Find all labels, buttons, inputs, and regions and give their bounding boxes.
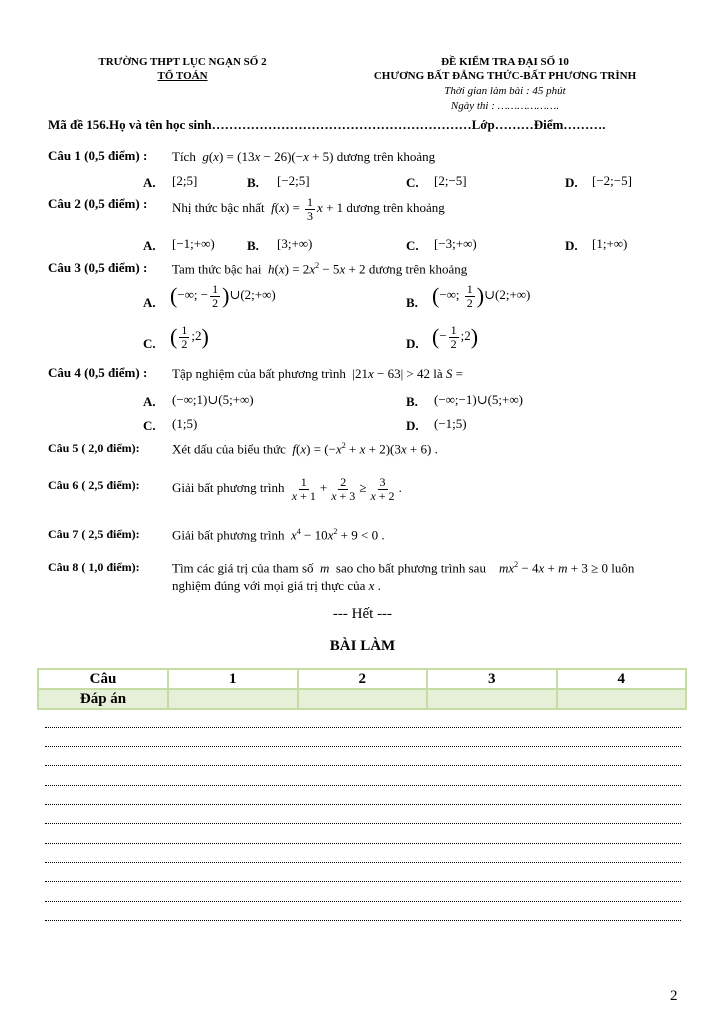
writing-line bbox=[45, 764, 681, 766]
writing-line bbox=[45, 745, 681, 747]
question-5-label: Câu 5 ( 2,0 điểm): bbox=[48, 441, 140, 455]
q2-option-b: [3;+∞) bbox=[277, 236, 313, 251]
answer-row-label: Đáp án bbox=[38, 689, 168, 709]
work-title: BÀI LÀM bbox=[329, 638, 396, 654]
q4-option-d-label: D. bbox=[406, 418, 419, 433]
question-1-label: Câu 1 (0,5 điểm) : bbox=[48, 148, 148, 163]
q2-option-d-label: D. bbox=[565, 238, 578, 253]
q4-option-c-label: C. bbox=[143, 418, 156, 433]
writing-line bbox=[45, 822, 681, 824]
writing-line bbox=[45, 861, 681, 863]
q1-option-a: [2;5] bbox=[172, 173, 198, 188]
exam-title: ĐỀ KIỂM TRA ĐẠI SỐ 10 bbox=[441, 56, 569, 68]
student-info-line: Mã đề 156.Họ và tên học sinh……………………………………………………Lớp………Điểm………. bbox=[48, 117, 606, 132]
question-7-text: Giải bất phương trình $x^4 - 10x^2 + 9 < 0$ . bbox=[172, 527, 385, 543]
table-header-cell: 2 bbox=[298, 669, 428, 689]
q1-option-a-label: A. bbox=[143, 175, 156, 190]
end-mark: --- Hết --- bbox=[332, 606, 393, 622]
writing-line bbox=[45, 726, 681, 728]
question-8-label: Câu 8 ( 1,0 điểm): bbox=[48, 560, 140, 574]
exam-time: Thời gian làm bài : 45 phút bbox=[444, 85, 566, 97]
exam-date: Ngày thi : ………………. bbox=[450, 100, 560, 112]
table-header-cell: 4 bbox=[557, 669, 687, 689]
question-3-label: Câu 3 (0,5 điểm) : bbox=[48, 260, 148, 275]
q1-option-c: [2;−5] bbox=[434, 173, 467, 188]
question-7-label: Câu 7 ( 2,5 điểm): bbox=[48, 527, 140, 541]
q2-option-a: [−1;+∞) bbox=[172, 236, 215, 251]
q1-option-d-label: D. bbox=[565, 175, 578, 190]
answer-cell[interactable] bbox=[298, 689, 428, 709]
answer-cell[interactable] bbox=[168, 689, 298, 709]
q3-option-b: (−∞; $\frac{1}{2}$ )∪(2;+∞) bbox=[432, 282, 531, 310]
q1-option-b: [−2;5] bbox=[277, 173, 310, 188]
q2-option-d: [1;+∞) bbox=[592, 236, 628, 251]
q2-option-c: [−3;+∞) bbox=[434, 236, 477, 251]
q1-option-d: [−2;−5] bbox=[592, 173, 632, 188]
question-2-text: Nhị thức bậc nhất f(x) = $\frac{1}{3}$ x + 1 dương trên khoảng bbox=[172, 195, 445, 223]
answer-cell[interactable] bbox=[557, 689, 687, 709]
q4-option-b-label: B. bbox=[406, 394, 418, 409]
question-4-text: Tập nghiệm của bất phương trình |21x − 63| > 42 là S = bbox=[172, 366, 463, 381]
q4-option-a: (−∞;1)∪(5;+∞) bbox=[172, 392, 254, 407]
department-name: TỔ TOÁN bbox=[157, 70, 208, 82]
q4-option-d: (−1;5) bbox=[434, 416, 467, 431]
writing-line bbox=[45, 880, 681, 882]
q3-option-d: (− $\frac{1}{2}$ ;2) bbox=[432, 323, 479, 351]
question-2-label: Câu 2 (0,5 điểm) : bbox=[48, 196, 148, 211]
question-6-label: Câu 6 ( 2,5 điểm): bbox=[48, 478, 140, 492]
question-4-label: Câu 4 (0,5 điểm) : bbox=[48, 365, 148, 380]
question-1-formula: g bbox=[199, 149, 209, 164]
question-6-text: Giải bất phương trình $\frac{1}{x + 1}$ + $\frac{2}{x + 3}$ ≥ $\frac{3}{x + 2}$ . bbox=[172, 475, 402, 503]
table-header-cell: 1 bbox=[168, 669, 298, 689]
writing-line bbox=[45, 803, 681, 805]
table-header-cell: 3 bbox=[427, 669, 557, 689]
q4-option-b: (−∞;−1)∪(5;+∞) bbox=[434, 392, 523, 407]
school-name: TRƯỜNG THPT LỤC NGẠN SỐ 2 bbox=[98, 56, 267, 68]
writing-line bbox=[45, 900, 681, 902]
page-number: 2 bbox=[670, 988, 678, 1004]
q3-option-a-label: A. bbox=[143, 295, 156, 310]
question-8-text-cont: nghiệm đúng với mọi giá trị thực của x . bbox=[172, 578, 381, 593]
writing-line bbox=[45, 919, 681, 921]
question-8-text: Tìm các giá trị của tham số m sao cho bất phương trình sau $mx^2 - 4x + m + 3 \ge 0$ luôn bbox=[172, 560, 635, 576]
q3-option-c: ( $\frac{1}{2}$ ;2) bbox=[170, 323, 209, 351]
question-3-text: Tam thức bậc hai $h(x) = 2x^2 - 5x + 2$ dương trên khoảng bbox=[172, 261, 468, 277]
q3-option-a: (−∞; − $\frac{1}{2}$ )∪(2;+∞) bbox=[170, 282, 276, 310]
q2-option-a-label: A. bbox=[143, 238, 156, 253]
table-header-cell: Câu bbox=[38, 669, 168, 689]
q4-option-a-label: A. bbox=[143, 394, 156, 409]
q1-option-b-label: B. bbox=[247, 175, 259, 190]
answer-cell[interactable] bbox=[427, 689, 557, 709]
q1-option-c-label: C. bbox=[406, 175, 419, 190]
writing-line bbox=[45, 842, 681, 844]
q4-option-c: (1;5) bbox=[172, 416, 198, 431]
q3-option-c-label: C. bbox=[143, 336, 156, 351]
q2-option-c-label: C. bbox=[406, 238, 419, 253]
q3-option-b-label: B. bbox=[406, 295, 418, 310]
question-5-text: Xét dấu của biểu thức $f(x) = (-x^2 + x + 2)(3x + 6)$ . bbox=[172, 441, 438, 457]
chapter-title: CHƯƠNG BẤT ĐẲNG THỨC-BẤT PHƯƠNG TRÌNH bbox=[373, 70, 637, 82]
answer-table bbox=[37, 668, 687, 710]
writing-line bbox=[45, 784, 681, 786]
q2-option-b-label: B. bbox=[247, 238, 259, 253]
question-1-text: Tích g(x) = (13x − 26)(−x + 5) dương trên khoảng bbox=[172, 149, 436, 164]
q3-option-d-label: D. bbox=[406, 336, 419, 351]
